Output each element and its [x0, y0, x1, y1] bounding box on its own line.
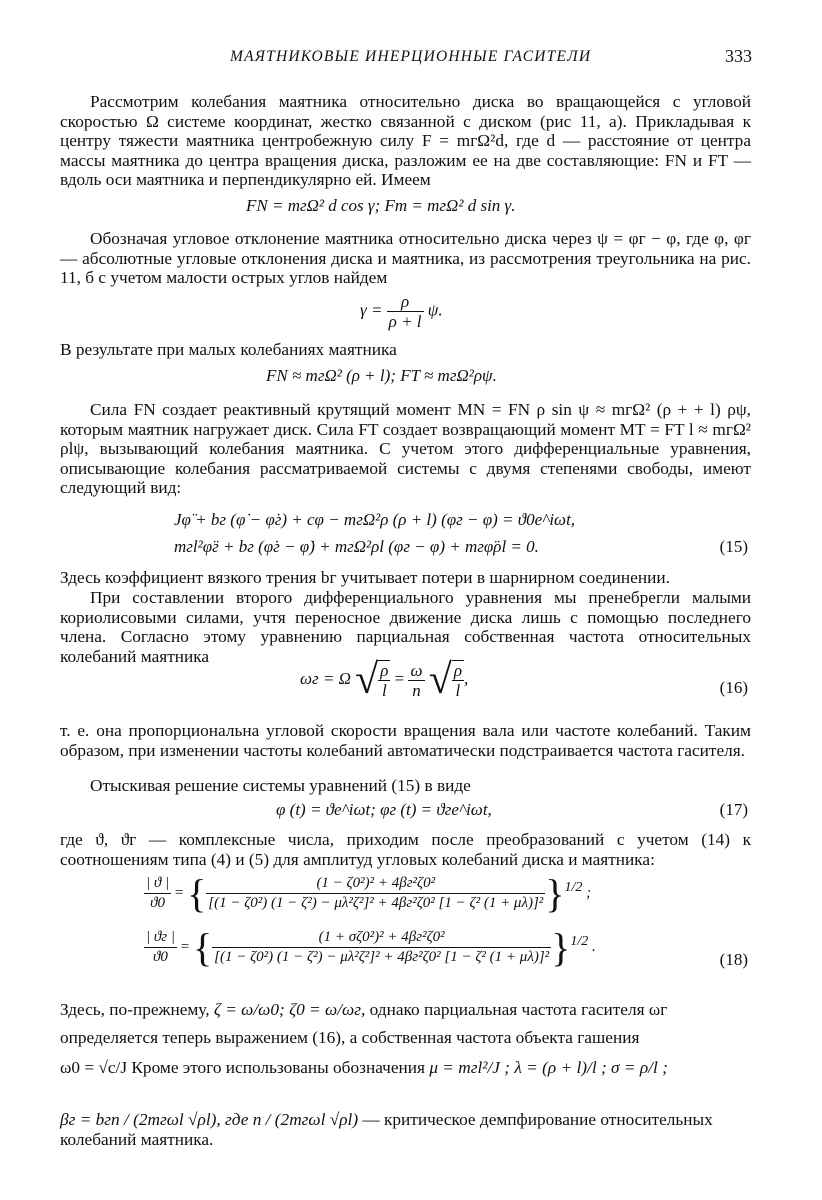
- paragraph-13: [60, 1110, 751, 1149]
- p12-definitions: μ = mгl²/J ; λ = (ρ + l)/l ; σ = ρ/l ;: [429, 1058, 668, 1077]
- eq18b-den: [(1 − ζ0²) (1 − ζ²) − μλ²ζ²]² + 4βг²ζ0² [1 − ζ² (1 + μλ)]²: [214, 949, 550, 965]
- equation-18a: $\frac{| ϑ |}{ϑ0}$ = { $\frac{\text{(1 − ζ0²)² + 4βг²ζ0²}}{\text{[(1 − ζ0²) (1 − ζ²) − μλ²ζ²]² + 4βг²ζ0² [1 − ζ² (1 + μλ)]²}}$ }$^{1/2}$ ;: [146, 871, 592, 916]
- paragraph-6: При составлении второго дифференциального уравнения мы пренебрегли малыми кориолисовыми силами, учтя переносное движение диска лишь с помощью последнего члена. Согласно этому уравнению парциальная собственная частота относительных колебаний маятника: [60, 588, 751, 666]
- eq18a-lhs: [144, 874, 171, 913]
- eq16-mid-den: n: [412, 680, 421, 700]
- p10-end: однако парциальная частота гасителя ωг: [369, 1000, 668, 1019]
- eq18b-lhs: [144, 928, 177, 967]
- eq-gamma-numerator: ρ: [387, 292, 424, 312]
- eq18b-power: 1/2: [570, 933, 589, 949]
- paragraph-4: Сила FN создает реактивный крутящий момент MN = FN ρ sin ψ ≈ mгΩ² (ρ + + l) ρψ, которым маятник нагружает диск. Сила FT создает возвращающий момент MT = FT l ≈ mгΩ² ρlψ, вызывающий колебания маятника. С учетом этого дифференциальные уравнения, описывающие колебания рассматриваемой системы с двумя степенями свободы, имеют следующий вид:: [60, 400, 751, 498]
- paragraph-5: Здесь коэффициент вязкого трения bг учитывает потери в шарнирном соединении.: [60, 568, 670, 587]
- eq18b-lhs-num: | ϑг |: [144, 928, 177, 948]
- eq-gamma-fraction: [387, 292, 424, 331]
- p13-beta-def: βг = bгn / (2mгωl √ρl), где n / (2mгωl √ρl): [60, 1110, 359, 1129]
- left-brace-icon: {: [192, 925, 213, 970]
- paragraph-3: В результате при малых колебаниях маятника: [60, 340, 397, 359]
- eq16-arg2-num: ρ: [453, 661, 462, 680]
- eq18a-lhs-num: | ϑ |: [144, 874, 171, 894]
- paragraph-12: [60, 1058, 751, 1078]
- paragraph-2: Обозначая угловое отклонение маятника относительно диска через ψ = φг − φ, где φ, φг — абсолютные угловые отклонения диска и маятника, из рассмотрения треугольника на рис. 11, б с учетом малости острых углов найдем: [60, 229, 751, 288]
- eq-gamma-rhs: ψ.: [427, 300, 443, 320]
- paragraph-8: Отыскивая решение системы уравнений (15) в виде: [90, 776, 471, 795]
- eq18a-power: 1/2: [564, 879, 583, 895]
- running-title: МАЯТНИКОВЫЕ ИНЕРЦИОННЫЕ ГАСИТЕЛИ: [230, 48, 592, 65]
- left-brace-icon: {: [187, 871, 207, 916]
- equation-17: φ (t) = ϑe^iωt; φг (t) = ϑгe^iωt,: [276, 800, 492, 819]
- running-header: [0, 48, 822, 70]
- eq16-lhs: ωг = Ω: [300, 668, 351, 688]
- eq16-mid-num: ω: [410, 660, 423, 680]
- equation-forces: FN = mгΩ² d cos γ; Fт = mгΩ² d sin γ.: [246, 196, 516, 215]
- eq16-arg1-num: ρ: [380, 661, 389, 680]
- eq-gamma-lhs: γ =: [360, 300, 383, 320]
- equation-number-16: (16): [719, 678, 748, 697]
- eq-gamma-denominator: ρ + l: [388, 312, 422, 331]
- p13-end: — критическое демпфирование относительных колебаний маятника.: [60, 1110, 713, 1149]
- paragraph-11: определяется теперь выражением (16), а собственная частота объекта гашения: [60, 1028, 640, 1047]
- equation-small-oscillations: FN ≈ mгΩ² (ρ + l); FT ≈ mгΩ²ρψ.: [266, 366, 497, 385]
- sqrt-sign-2: √ $\frac{\rho}{l}$: [428, 657, 462, 703]
- equation-15b: mгl²φ̈г + bг (φ̇г − φ̇) + mгΩ²ρl (φг − φ) + mгφ̈ρl = 0.: [174, 537, 539, 556]
- equation-18b: $\frac{| ϑг |}{ϑ0}$ = { $\frac{\text{(1 + σζ0²)² + 4βг²ζ0²}}{\text{[(1 − ζ0²) (1 − ζ²) − μλ²ζ²]² + 4βг²ζ0² [1 − ζ² (1 + μλ)]²}}$ }$^{1/2}$ .: [146, 925, 596, 970]
- eq18b-fraction: [212, 928, 551, 967]
- paragraph-7: т. е. она пропорциональна угловой скорости вращения вала или частоте колебаний. Таким образом, при изменении частоты колебаний автоматически подстраивается частота гасителя.: [60, 721, 751, 760]
- equation-number-15: (15): [719, 537, 748, 556]
- paragraph-9: где ϑ, ϑг — комплексные числа, приходим после преобразований с учетом (14) к соотношениям типа (4) и (5) для амплитуд угловых колебаний диска и маятника:: [60, 830, 751, 869]
- equation-15a: Jφ̈ + bг (φ̇ − φ̇г) + cφ − mгΩ²ρ (ρ + l) (φг − φ) = ϑ0e^iωt,: [174, 510, 576, 529]
- right-brace-icon: }: [551, 925, 571, 970]
- eq18a-fraction: [206, 874, 545, 913]
- sqrt-sign-1: √ $\frac{\rho}{l}$: [355, 657, 389, 703]
- right-brace-icon: }: [545, 871, 565, 916]
- equation-16: ωг = Ω √ $\frac{\rho}{l}$ = $\frac{\omega}{n}$ √ $\frac{\rho}{l}$ ,: [300, 657, 469, 703]
- eq16-arg2-den: l: [455, 681, 461, 700]
- eq16-mid-fraction: [408, 661, 424, 700]
- paragraph-10: [60, 1000, 751, 1020]
- paragraph-1: Рассмотрим колебания маятника относительно диска во вращающейся с угловой скоростью Ω системе координат, жестко связанной с диском (рис 11, а). Прикладывая к центру тяжести маятника центробежную силу F = mгΩ²d, где d — расстояние от центра массы маятника до центра вращения диска, разложим ее на две составляющие: FN и FT — вдоль оси маятника и перпендикулярно ей. Имеем: [60, 92, 751, 190]
- eq16-arg1-den: l: [381, 681, 387, 700]
- p10-start: Здесь, по-прежнему,: [60, 1000, 210, 1019]
- eq18a-den: [(1 − ζ0²) (1 − ζ²) − μλ²ζ²]² + 4βг²ζ0² [1 − ζ² (1 + μλ)]²: [208, 895, 544, 911]
- eq18b-num: (1 + σζ0²)² + 4βг²ζ0²: [212, 928, 551, 948]
- eq18a-num: (1 − ζ0²)² + 4βг²ζ0²: [206, 874, 545, 894]
- page-number: 333: [725, 46, 752, 66]
- equation-gamma: [360, 292, 443, 331]
- equation-number-18: (18): [719, 950, 748, 969]
- eq18a-lhs-den: ϑ0: [150, 895, 165, 911]
- eq18b-lhs-den: ϑ0: [153, 949, 168, 965]
- p10-zeta-defs: ζ = ω/ω0; ζ0 = ω/ωг,: [213, 1000, 366, 1019]
- equation-number-17: (17): [719, 800, 748, 819]
- p12-start: ω0 = √c/J Кроме этого использованы обозначения: [60, 1058, 425, 1077]
